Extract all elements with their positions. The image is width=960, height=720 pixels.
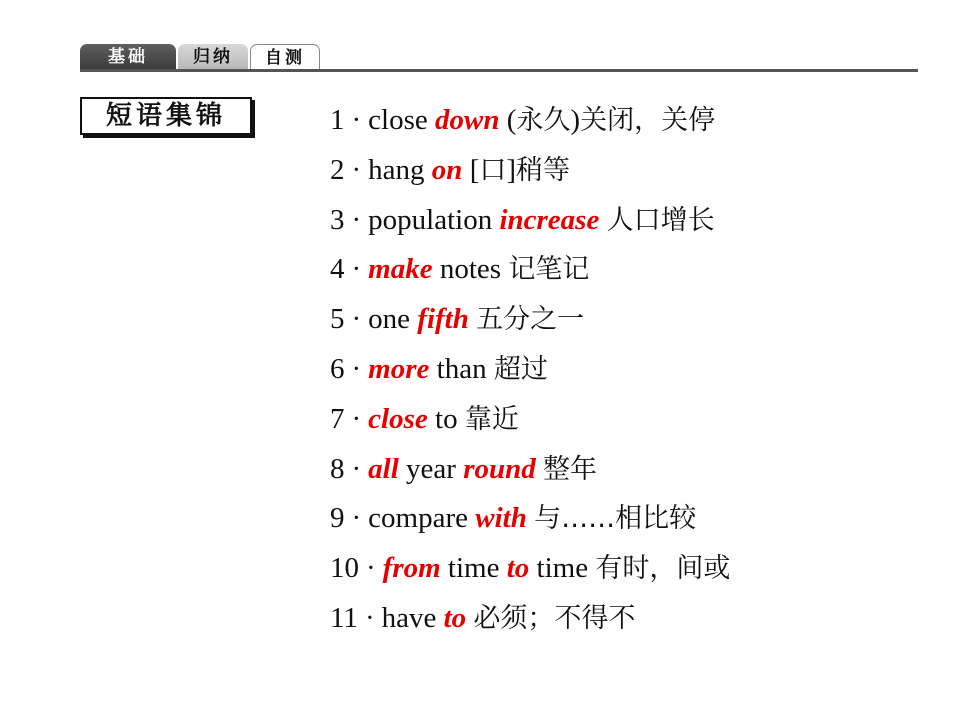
phrase-number: 6	[330, 352, 345, 385]
keyword: round	[463, 452, 536, 485]
tab-self-test[interactable]: 自测	[250, 44, 320, 70]
phrase-separator: ·	[351, 502, 362, 535]
phrase-text: population	[368, 203, 500, 236]
phrase-number: 3	[330, 203, 345, 236]
translation: 有时，间或	[595, 553, 731, 585]
keyword: increase	[499, 203, 600, 236]
phrase-text: )	[570, 104, 581, 136]
phrase-item	[330, 245, 730, 295]
phrase-item	[330, 146, 730, 196]
keyword: with	[475, 502, 527, 535]
translation: 口	[479, 154, 507, 186]
phrase-number: 5	[330, 303, 345, 336]
phrase-text: than	[429, 352, 494, 385]
translation: 稍等	[516, 154, 571, 186]
tab-basics[interactable]: 基础	[80, 44, 176, 70]
translation: 五分之一	[476, 304, 585, 336]
phrase-text: (	[499, 104, 517, 136]
header-rule	[80, 69, 918, 72]
phrase-item	[330, 295, 730, 345]
translation: 整年	[543, 453, 597, 485]
phrase-separator: ·	[364, 601, 375, 634]
phrase-item	[330, 544, 730, 594]
phrase-number: 7	[330, 402, 345, 435]
phrase-item	[330, 196, 730, 246]
phrase-separator: ·	[366, 552, 376, 585]
phrase-number: 11	[330, 601, 358, 634]
phrase-text: hang	[368, 153, 432, 186]
phrase-number: 4	[330, 253, 345, 286]
phrase-list	[330, 96, 730, 644]
phrase-text: time	[529, 552, 596, 585]
keyword: make	[368, 253, 433, 286]
phrase-separator: ·	[351, 153, 362, 186]
phrase-separator: ·	[351, 352, 362, 385]
phrase-number: 8	[330, 452, 345, 485]
keyword: close	[368, 402, 428, 435]
phrase-number: 2	[330, 153, 345, 186]
translation: 必须；不得不	[473, 602, 636, 634]
phrase-text: ]	[506, 153, 517, 186]
phrase-text: have	[381, 601, 444, 634]
keyword: from	[382, 552, 441, 585]
keyword: to	[506, 552, 530, 585]
tab-summary[interactable]: 归纳	[178, 44, 248, 70]
phrase-item	[330, 594, 730, 644]
phrase-item	[330, 96, 730, 146]
phrase-item	[330, 345, 730, 395]
keyword: to	[443, 601, 467, 634]
section-label: 短语集锦	[80, 97, 252, 135]
phrase-separator: ·	[351, 303, 362, 336]
phrase-text: [	[462, 153, 480, 186]
phrase-item	[330, 494, 730, 544]
phrase-number: 1	[330, 104, 345, 136]
keyword: all	[368, 452, 399, 485]
translation: 永久	[516, 105, 571, 136]
phrase-text	[599, 204, 606, 236]
translation: 靠近	[464, 403, 519, 435]
phrase-number: 9	[330, 502, 345, 535]
keyword: more	[368, 352, 430, 385]
phrase-separator: ·	[351, 203, 362, 236]
phrase-text: time	[440, 552, 507, 585]
keyword: down	[435, 104, 500, 136]
translation: 人口增长	[606, 204, 715, 236]
tab-bar	[80, 43, 322, 70]
phrase-separator: ·	[351, 402, 362, 435]
phrase-separator: ·	[351, 253, 362, 286]
keyword: on	[431, 153, 463, 186]
phrase-text: year	[398, 452, 464, 485]
phrase-number: 10	[330, 552, 359, 585]
phrase-text: to	[427, 402, 465, 435]
keyword: fifth	[417, 303, 469, 336]
translation: 超过	[493, 353, 548, 385]
phrase-separator: ·	[351, 452, 362, 485]
phrase-item	[330, 445, 730, 495]
phrase-separator: ·	[351, 104, 362, 136]
phrase-text: compare	[368, 502, 476, 535]
phrase-text: notes	[432, 253, 509, 286]
phrase-item	[330, 395, 730, 445]
phrase-text	[536, 453, 543, 485]
phrase-text: close	[368, 104, 436, 136]
translation: 关闭，关停	[580, 105, 716, 136]
translation: 与……相比较	[534, 503, 697, 535]
translation: 记笔记	[508, 254, 590, 286]
phrase-text: one	[368, 303, 418, 336]
